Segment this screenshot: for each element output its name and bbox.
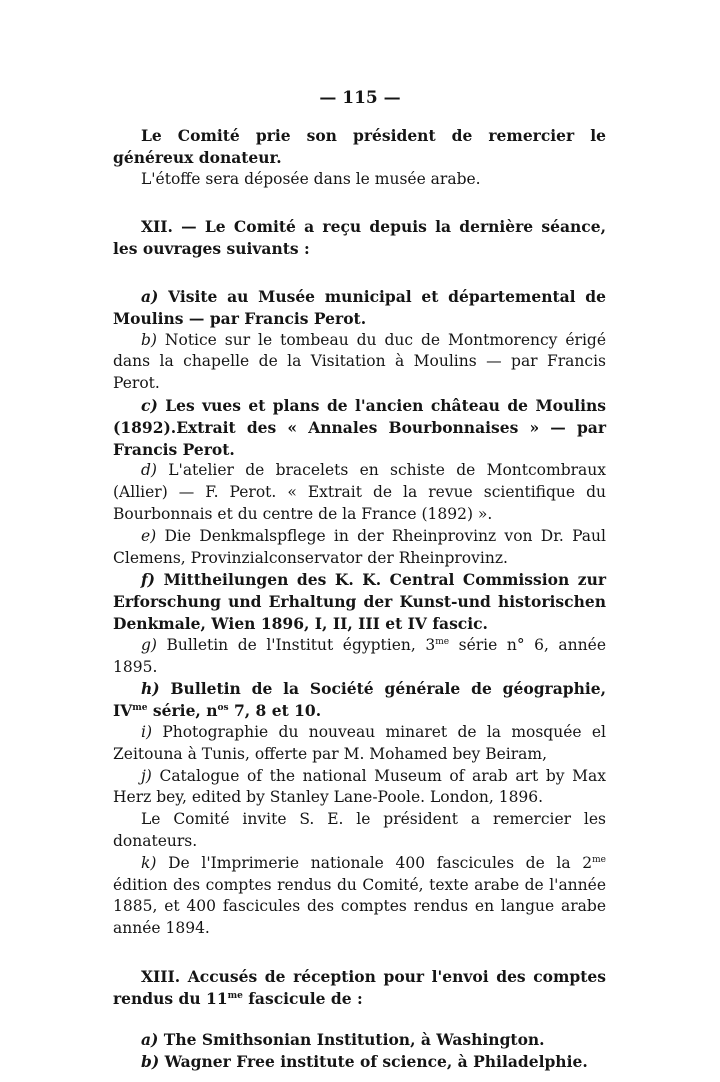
list-item-k: k) De l'Imprimerie nationale 400 fascicules de la $2^{me}$ édition des comptes rendus du Comité, texte arabe de l'année 1885, et 400 fascicules des comptes rendus en langue arabe année 1894.	[113, 853, 606, 938]
opening-line-1: Le Comité prie son président de remercier le généreux donateur.	[113, 126, 606, 167]
list-item-a: a) Visite au Musée municipal et départemental de Moulins — par Francis Perot.	[113, 286, 606, 328]
opening-line-2: L'étoffe sera déposée dans le musée arabe.	[141, 169, 481, 188]
page-body	[113, 125, 606, 1073]
list-item-e: e) Die Denkmalspflege in der Rheinprovinz von Dr. Paul Clemens, Provinzialconservator der Rheinprovinz.	[113, 526, 606, 567]
list-item-b: b) Notice sur le tombeau du duc de Montmorency érigé dans la chapelle de la Visitation à Moulins — par Francis Perot.	[113, 330, 606, 393]
thanks-line: Le Comité invite S. E. le président a remercier les donateurs.	[113, 810, 606, 850]
list-item-h: h) Bulletin de la Société générale de géographie, $IV^{me}$ série, $n^{os}$ 7, 8 et 10.	[113, 679, 606, 721]
section-xii-heading: XII. — Le Comité a reçu depuis la dernière séance, les ouvrages suivants :	[113, 217, 606, 259]
list-item-c: c) Les vues et plans de l'ancien château de Moulins (1892).Extrait des « Annales Bourbonnaises » — par Francis Perot.	[113, 395, 606, 459]
page-number: — 115 —	[319, 88, 401, 108]
list-item-i: i) Photographie du nouveau minaret de la mosquée el Zeitouna à Tunis, offerte par M. Mohamed bey Beiram,	[113, 722, 606, 763]
list-item-g: g) Bulletin de l'Institut égyptien, $3^{me}$ série n° 6, année 1895.	[113, 635, 606, 676]
section-xiii-heading: XIII. Accusés de réception pour l'envoi des comptes rendus du $11^{me}$ fascicule de :	[113, 966, 606, 1008]
ack-item-a: a) The Smithsonian Institution, à Washington.	[141, 1030, 545, 1050]
ack-item-b: b) Wagner Free institute of science, à Philadelphie.	[141, 1052, 588, 1072]
list-item-d: d) L'atelier de bracelets en schiste de Montcombraux (Allier) — F. Perot. « Extrait de la revue scientifique du Bourbonnais et du centre de la France (1892) ».	[113, 461, 606, 523]
list-item-j: j) Catalogue of the national Museum of arab art by Max Herz bey, edited by Stanley Lane-Poole. London, 1896.	[113, 766, 606, 807]
list-item-f: f) Mittheilungen des K. K. Central Commission zur Erforschung und Erhaltung der Kunst-und historischen Denkmale, Wien 1896, I, II, III et IV fascic.	[113, 570, 606, 633]
